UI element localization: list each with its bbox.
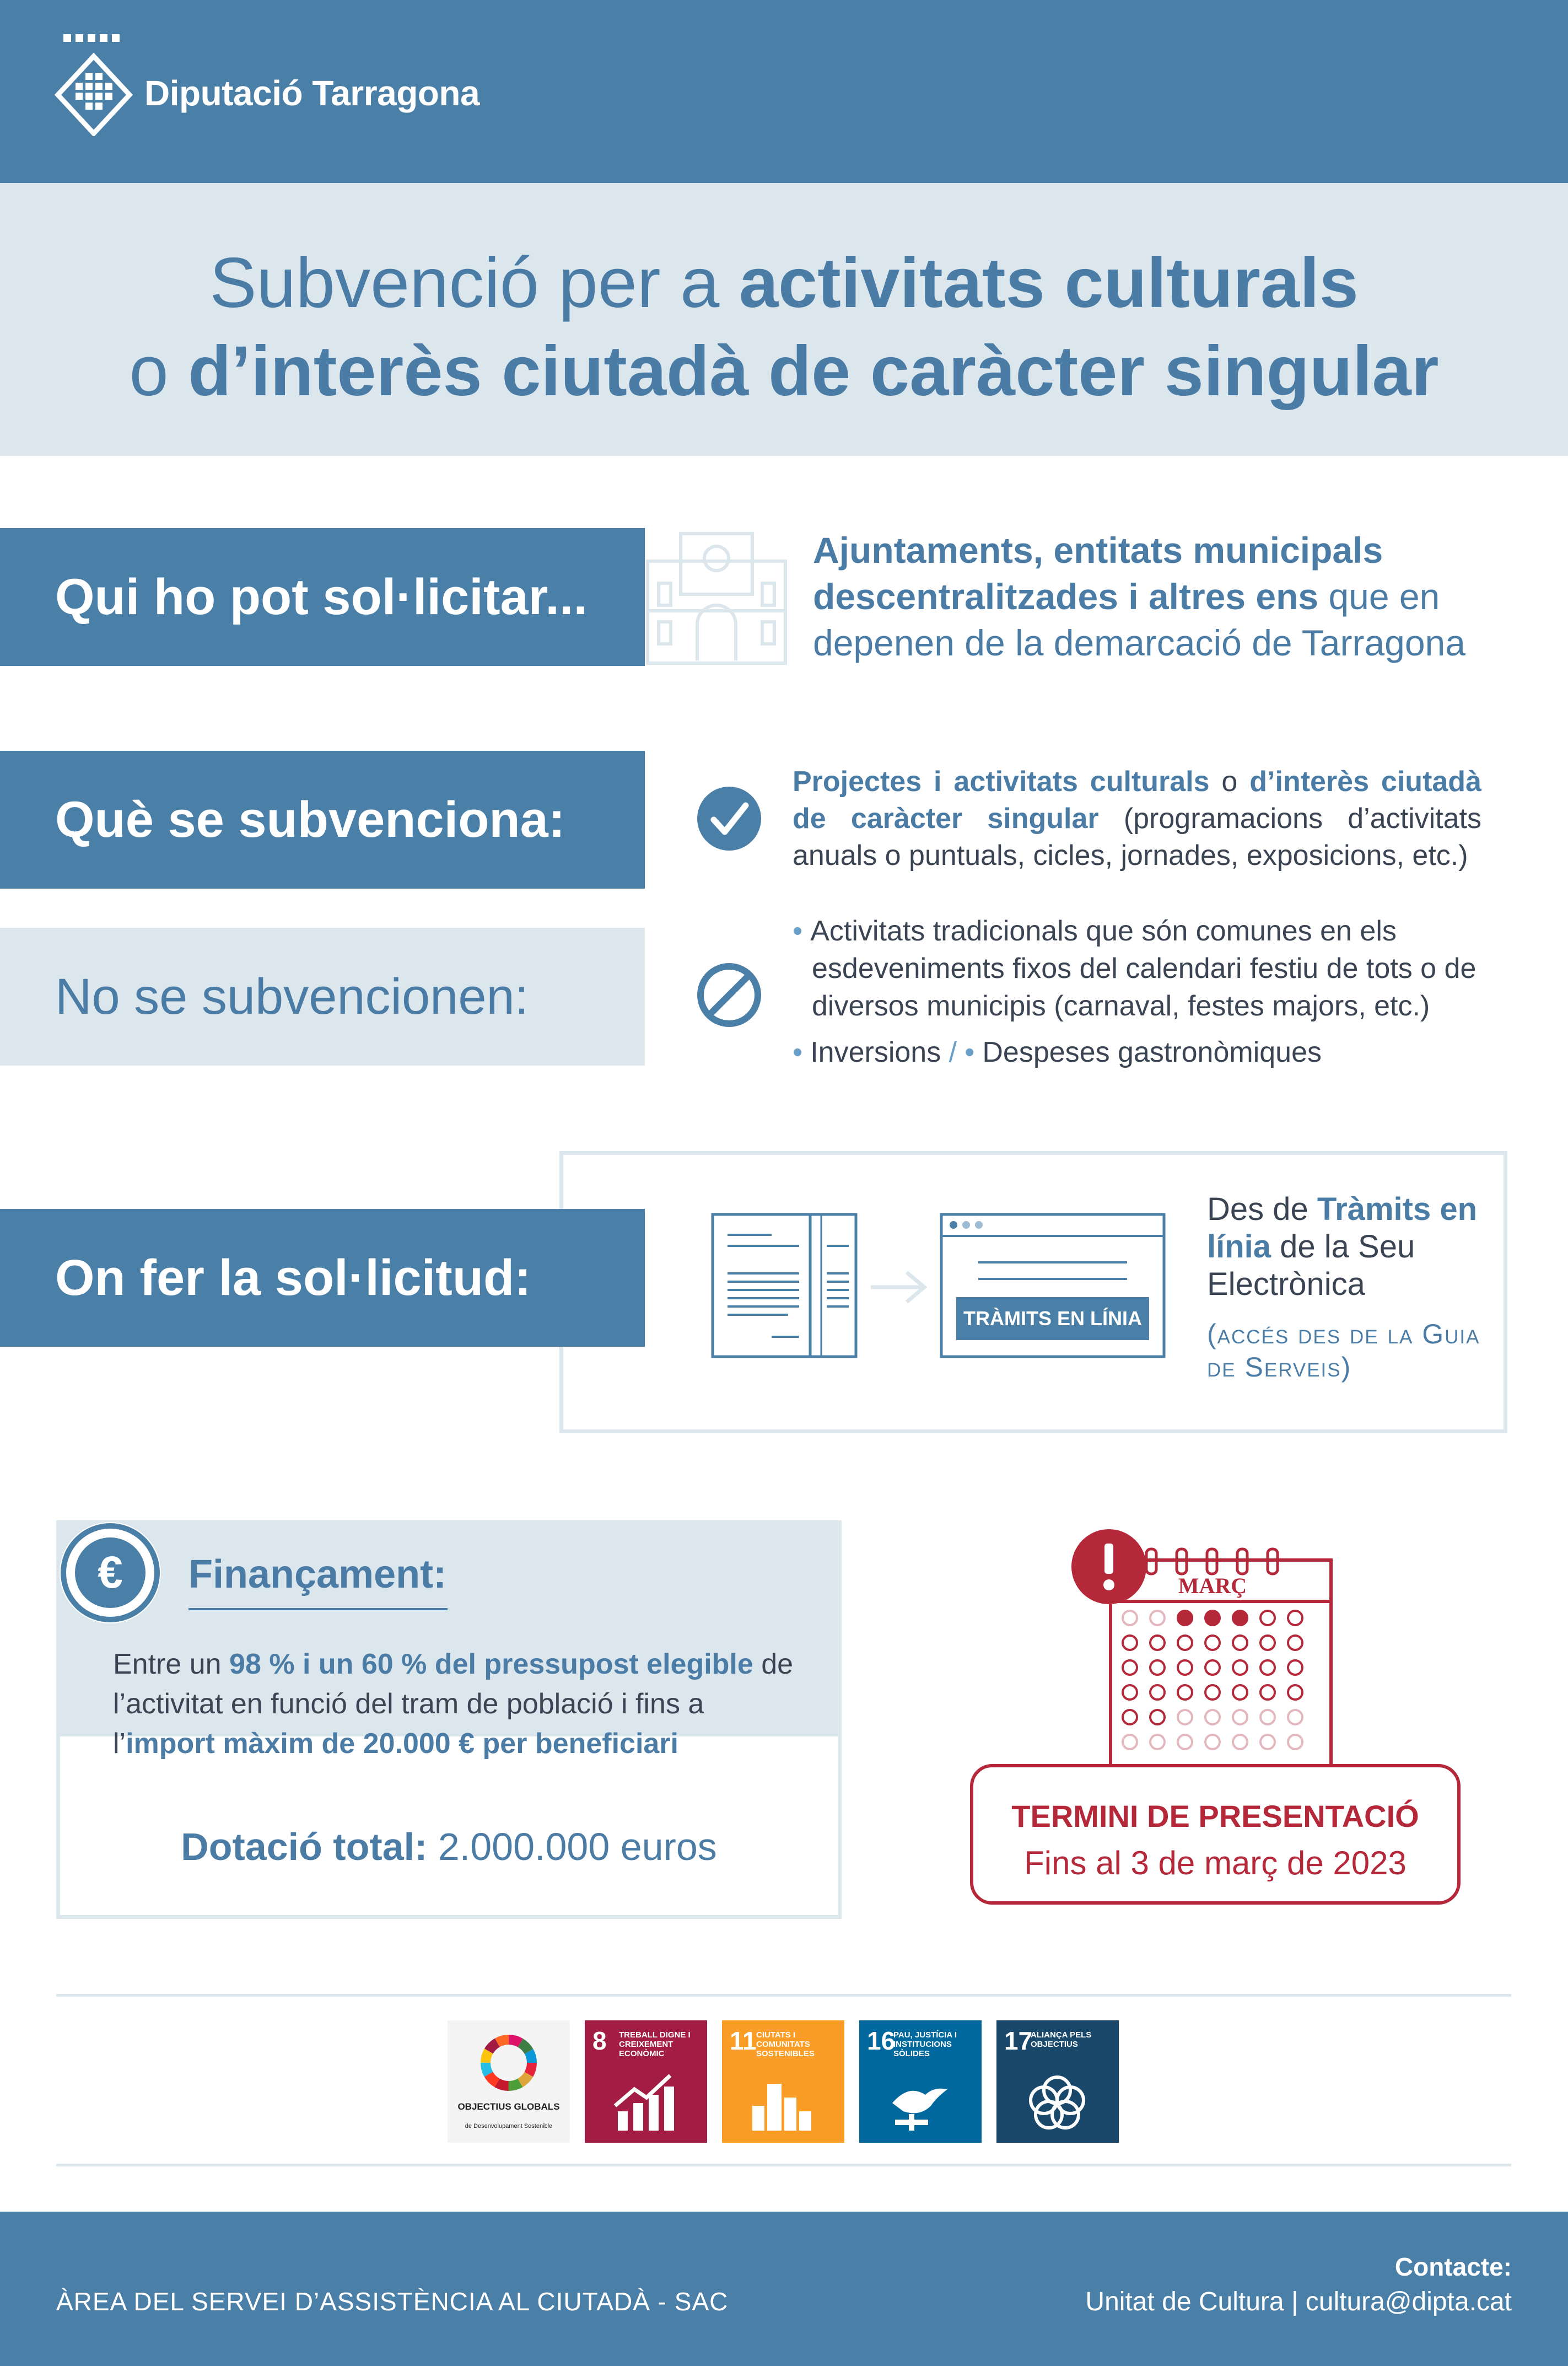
- sdg-goal-16: [859, 2020, 982, 2143]
- title-plain-1: Subvenció per a: [209, 244, 739, 322]
- title-bold-2: d’interès ciutadà de caràcter singular: [188, 332, 1439, 411]
- footer-contact-label: Contacte:: [1394, 2252, 1512, 2281]
- not-item-3-text: Despeses gastronòmiques: [982, 1036, 1322, 1068]
- sdg-goal-8: [585, 2020, 707, 2143]
- what-bold-1: Projectes i activitats culturals: [793, 766, 1210, 798]
- page-title-line-2: [0, 331, 1568, 412]
- tramits-button: TRÀMITS EN LÍNIA: [963, 1307, 1142, 1330]
- where-note: (accés des de la Guia de Serveis): [1207, 1319, 1480, 1383]
- what-plain: (programacions d’activitats anuals o puntuals, cicles, jornades, exposicions, etc.): [793, 803, 1481, 872]
- diputacio-logo-icon: [52, 34, 135, 136]
- financing-description: [113, 1644, 802, 1763]
- sdg-goal-17: [996, 2020, 1119, 2143]
- footer-contact[interactable]: Unitat de Cultura | cultura@dipta.cat: [1085, 2287, 1512, 2316]
- org-name: Diputació Tarragona: [144, 73, 480, 113]
- what-label: Què se subvenciona:: [55, 792, 565, 848]
- what-description: [793, 763, 1481, 874]
- not-label: No se subvencionen:: [55, 969, 529, 1025]
- sdg-11-number: 11: [730, 2026, 757, 2055]
- divider: [56, 1994, 1511, 1997]
- town-hall-icon: [645, 528, 788, 666]
- fin-plain-1: Entre un: [113, 1648, 230, 1680]
- fin-bold-2: import màxim de 20.000 € per beneficiari: [126, 1728, 678, 1760]
- sdg-17-number: 17: [1004, 2026, 1033, 2055]
- page-title-line-1: [0, 243, 1568, 324]
- where-label-tab: [0, 1209, 645, 1347]
- calendar-day-dot: [1233, 1611, 1247, 1625]
- dove-icon: [887, 2073, 953, 2133]
- fin-total-label: Dotació total:: [181, 1825, 428, 1868]
- financing-total: [56, 1825, 842, 1869]
- check-icon: [696, 786, 762, 852]
- who-description: [813, 527, 1529, 666]
- sdg-17-label: ALIANÇA PELS OBJECTIUS: [1031, 2030, 1092, 2049]
- fin-bold-1: 98 % i un 60 % del pressupost elegible: [229, 1648, 753, 1680]
- sdg-16-number: 16: [867, 2026, 896, 2055]
- where-bold: Tràmits en línia: [1207, 1191, 1478, 1265]
- fin-total-value: 2.000.000 euros: [427, 1825, 717, 1868]
- fin-plain-2: de l’activitat en funció del tram de població i fins a l’: [113, 1648, 794, 1760]
- financing-heading: Finançament:: [188, 1552, 447, 1596]
- not-separator: /: [949, 1036, 957, 1068]
- growth-chart-icon: [612, 2073, 678, 2133]
- sdg-goal-11: [722, 2020, 844, 2143]
- document-icon: [711, 1213, 860, 1359]
- who-label: Qui ho pot sol·licitar...: [55, 569, 588, 625]
- sdg-8-number: 8: [592, 2026, 607, 2055]
- calendar-icon: [1069, 1527, 1339, 1781]
- what-label-tab: [0, 751, 645, 889]
- sdg-global-label: OBJECTIUS GLOBALS: [457, 2101, 560, 2112]
- not-item-1-text: Activitats tradicionals que són comunes en els esdeveniments fixos del calendari festiu de tots o de diversos municipis (carnaval, festes majors, etc.): [810, 915, 1477, 1022]
- not-label-tab: [0, 928, 645, 1066]
- prohibited-icon: [696, 962, 762, 1028]
- what-bold-2: d’interès ciutadà de caràcter singular: [793, 766, 1481, 835]
- not-item-1: • Activitats tradicionals que són comunes en els esdeveniments fixos del calendari festiu de tots o de diversos municipis (carnaval, festes majors, etc.): [793, 915, 1477, 1022]
- where-label: On fer la sol·licitud:: [55, 1250, 531, 1306]
- deadline-title: TERMINI DE PRESENTACIÓ: [1011, 1799, 1419, 1833]
- euro-icon: [58, 1520, 163, 1625]
- who-label-tab: [0, 528, 645, 666]
- arrow-right-icon: [868, 1268, 929, 1306]
- who-plain: que en depenen de la demarcació de Tarragona: [813, 576, 1465, 663]
- not-items-2-3: • Inversions / • Despeses gastronòmiques: [793, 1036, 1322, 1068]
- title-bold-1: activitats culturals: [739, 244, 1359, 322]
- partnership-icon: [1024, 2073, 1090, 2133]
- sdg-global-badge: [448, 2020, 570, 2143]
- calendar-month: MARÇ: [1178, 1573, 1247, 1598]
- not-item-2-text: Inversions: [810, 1036, 941, 1068]
- city-icon: [750, 2073, 816, 2133]
- where-plain-1: Des de: [1207, 1191, 1317, 1227]
- divider: [56, 2164, 1511, 2166]
- deadline-date: Fins al 3 de març de 2023: [1024, 1845, 1407, 1881]
- not-subsidized-list: [793, 912, 1509, 1071]
- sdg-wheel-icon: [478, 2032, 539, 2093]
- footer-area: ÀREA DEL SERVEI D’ASSISTÈNCIA AL CIUTADÀ - SAC: [56, 2287, 729, 2316]
- sdg-11-label: CIUTATS I COMUNITATS SOSTENIBLES: [756, 2030, 815, 2058]
- where-description: [1207, 1191, 1516, 1303]
- where-plain-2: de la Seu Electrònica: [1207, 1229, 1415, 1302]
- financing-underline: [188, 1608, 448, 1610]
- deadline-box: [970, 1764, 1461, 1905]
- who-bold: Ajuntaments, entitats municipals descentralitzades i altres ens: [813, 530, 1383, 617]
- sdg-global-sub: de Desenvolupament Sostenible: [465, 2123, 553, 2130]
- sdg-8-label: TREBALL DIGNE I CREIXEMENT ECONÒMIC: [619, 2030, 691, 2058]
- calendar-day-dot: [1205, 1611, 1220, 1625]
- sdg-16-label: PAU, JUSTÍCIA I INSTITUCIONS SÒLIDES: [893, 2030, 957, 2058]
- title-plain-2: o: [129, 332, 188, 411]
- what-mid: o: [1209, 766, 1250, 798]
- calendar-day-dot: [1178, 1611, 1192, 1625]
- svg-text:€: €: [98, 1547, 123, 1598]
